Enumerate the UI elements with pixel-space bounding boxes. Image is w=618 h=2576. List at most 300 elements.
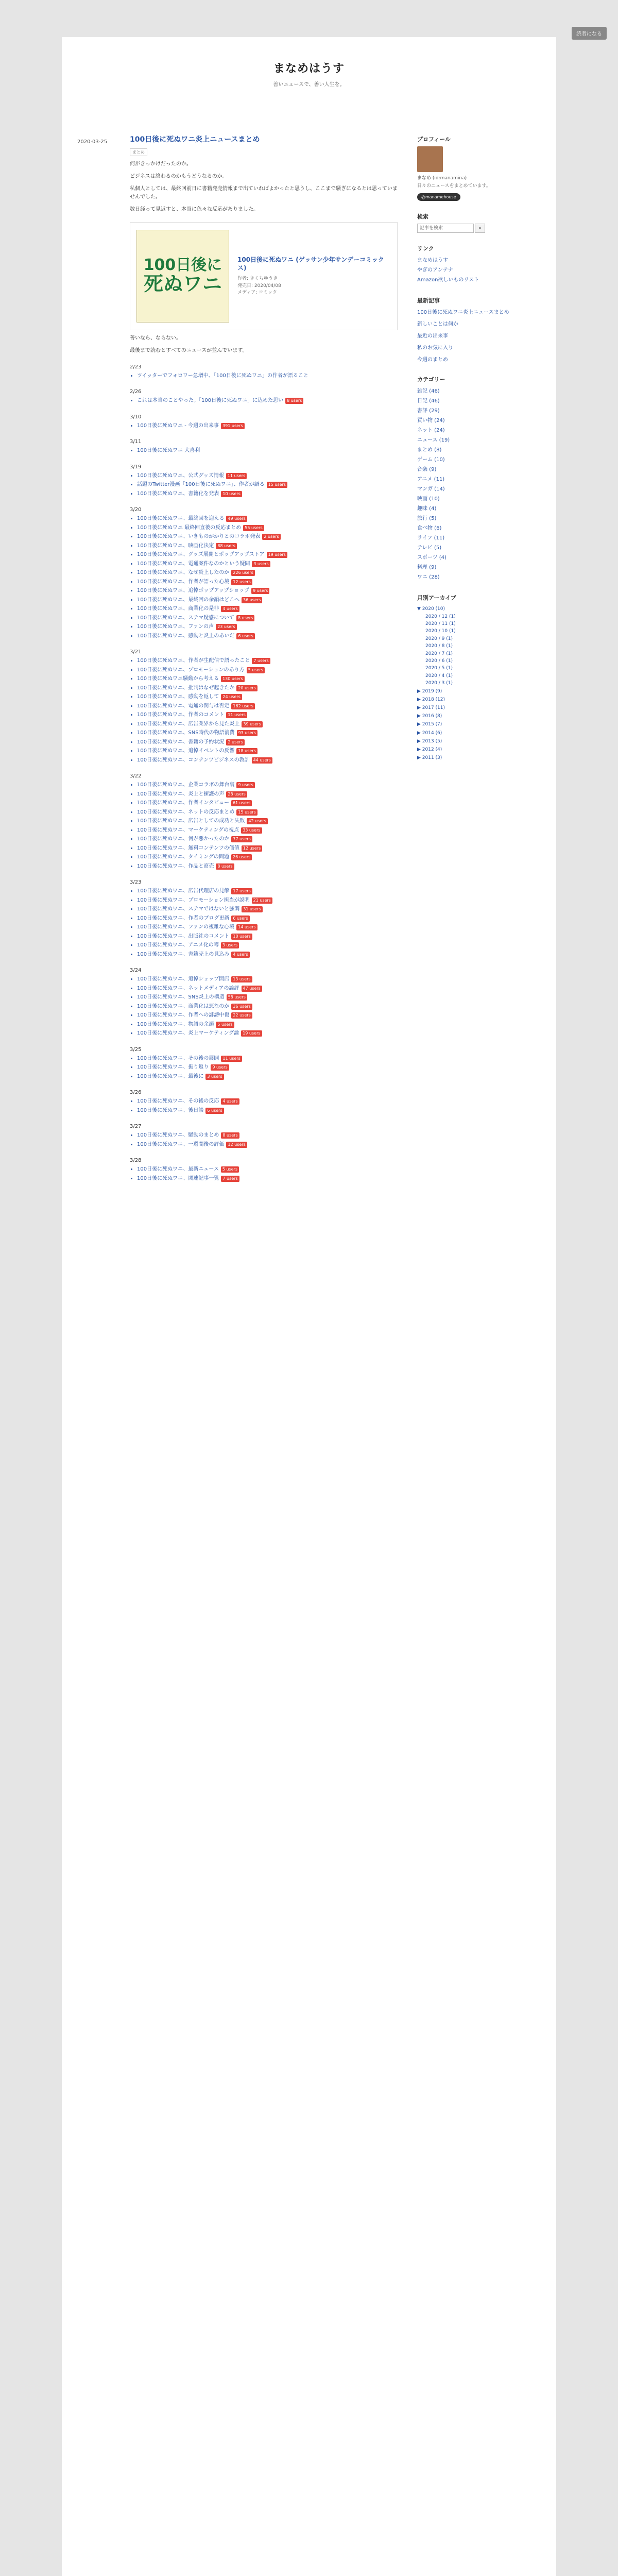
news-item[interactable] [137,738,398,747]
bookmark-count-badge[interactable]: 19 users [267,552,287,558]
bookmark-count-badge[interactable]: 226 users [231,570,254,576]
news-item[interactable] [137,587,398,595]
bookmark-count-badge[interactable]: 24 users [221,694,242,700]
bookmark-count-badge[interactable]: 39 users [242,721,262,727]
book-cover[interactable] [136,230,229,323]
blog-title[interactable]: まなめはうす [273,62,345,75]
archive-year-link[interactable]: ▶ 2011 (3) [417,755,442,761]
links-list [417,256,536,285]
bookmark-count-badge[interactable]: 77 users [231,836,252,842]
bookmark-count-badge[interactable]: 8 users [216,863,234,870]
news-item[interactable] [137,835,398,843]
news-item[interactable] [137,923,398,931]
news-item[interactable] [137,578,398,586]
bookmark-count-badge[interactable]: 31 users [242,906,262,912]
news-item[interactable] [137,702,398,710]
category-link[interactable]: 買い物 (24) [417,417,445,423]
day-heading: 3/22 [130,773,142,779]
news-item[interactable] [137,808,398,817]
news-item[interactable] [137,515,398,523]
news-link[interactable]: 100日後に死ぬワニ、商業化の是非 [137,606,219,612]
bookmark-count-badge[interactable]: 10 users [221,491,242,497]
news-link[interactable]: 100日後に死ぬワニ、感動を返して [137,694,219,700]
bookmark-count-badge[interactable]: 20 users [236,685,257,691]
news-link[interactable]: 100日後に死ぬワニ、振り返り [137,1064,209,1071]
archive-year-link[interactable]: ▶ 2019 (9) [417,688,442,694]
news-link[interactable]: 100日後に死ぬワニ、作者が語った心境 [137,579,230,585]
archive-year-link[interactable]: ▼ 2020 (10) [417,606,445,612]
bookmark-count-badge[interactable]: 5 users [247,667,265,673]
bookmark-count-badge[interactable]: 8 users [236,615,254,621]
bookmark-count-badge[interactable]: 22 users [231,1012,252,1019]
news-item[interactable] [137,853,398,861]
archive-year-link[interactable]: ▶ 2016 (8) [417,714,442,719]
bookmark-count-badge[interactable]: 5 users [216,1022,234,1028]
news-link[interactable]: 100日後に死ぬワニ、書籍売上の見込み [137,951,230,957]
news-item[interactable] [137,817,398,825]
news-list [130,657,398,764]
news-item[interactable] [137,826,398,835]
bookmark-count-badge[interactable]: 6 users [231,916,249,922]
bookmark-count-badge[interactable]: 6 users [205,1108,224,1114]
recent-entry-link[interactable]: 100日後に死ぬワニ炎上ニュースまとめ [417,309,509,315]
news-link[interactable]: 100日後に死ぬワニ - 今週の出来事 [137,422,219,429]
news-item[interactable] [137,1003,398,1011]
news-link[interactable]: 100日後に死ぬワニ、炎上マーケティング論 [137,1030,239,1037]
category-link[interactable]: ネット (24) [417,427,445,433]
bookmark-count-badge[interactable]: 7 users [221,1176,239,1182]
bookmark-count-badge[interactable]: 13 users [231,976,252,982]
news-link[interactable]: 100日後に死ぬワニ、追悼ショップ開店 [137,976,230,982]
news-link[interactable]: 100日後に死ぬワニ、SNS時代の物語消費 [137,730,235,736]
profile-heading: プロフィール [417,136,451,143]
news-link[interactable]: 100日後に死ぬワニ、書籍化を発表 [137,490,219,497]
news-item[interactable] [137,1063,398,1072]
category-link[interactable]: ワニ (28) [417,574,440,580]
search-button[interactable] [475,224,485,233]
news-item[interactable] [137,560,398,568]
bookmark-count-badge[interactable]: 26 users [231,854,252,860]
news-item[interactable] [137,790,398,799]
archive-month-link[interactable]: 2020 / 9 (1) [425,636,453,641]
news-link[interactable]: 100日後に死ぬワニ、タイミングの問題 [137,854,229,860]
category-link[interactable]: まとめ (8) [417,447,442,453]
news-item[interactable] [137,533,398,541]
news-link[interactable]: 100日後に死ぬワニ、作品と商売 [137,863,214,869]
day-heading: 3/25 [130,1046,142,1053]
news-days [130,364,398,1183]
news-list [130,1055,398,1081]
bookmark-count-badge[interactable]: 8 users [285,398,303,404]
news-list [130,515,398,640]
archive-year-link[interactable]: ▶ 2013 (5) [417,738,442,744]
bookmark-count-badge[interactable]: 28 users [226,791,247,798]
category-link[interactable]: ゲーム (10) [417,456,445,463]
news-link[interactable]: 100日後に死ぬワニ、ステマではないと強調 [137,906,240,912]
news-item[interactable] [137,596,398,604]
news-link[interactable]: 100日後に死ぬワニ、作者のブログ更新 [137,915,230,921]
news-item[interactable] [137,781,398,789]
bookmark-count-badge[interactable]: 18 users [236,748,257,754]
archive-year-link[interactable]: ▶ 2012 (4) [417,747,442,752]
news-item[interactable] [137,614,398,622]
archive-year-link[interactable]: ▶ 2015 (7) [417,722,442,727]
news-link[interactable]: 100日後に死ぬワニ 最終回直後の反応まとめ [137,524,242,531]
news-item[interactable] [137,1029,398,1038]
news-item[interactable] [137,490,398,498]
bookmark-count-badge[interactable]: 12 users [231,579,252,585]
news-link[interactable]: 100日後に死ぬワニ、プロモーションのあり方 [137,667,245,673]
bookmark-count-badge[interactable]: 4 users [221,606,239,612]
intro-paragraph: 私個人としては、最終回前日に書籍発売情報まで出ていればよかったと思うし、ここまで騒ぎになるとは思っていませんでした。 [130,185,398,200]
bookmark-count-badge[interactable]: 3 users [205,1074,224,1080]
category-link[interactable]: スポーツ (4) [417,554,447,561]
bookmark-count-badge[interactable]: 19 users [241,1030,262,1037]
bookmark-count-badge[interactable]: 15 users [267,482,287,488]
day-heading: 3/23 [130,879,142,886]
news-link[interactable]: 100日後に死ぬワニ、作者への誹謗中傷 [137,1012,230,1019]
news-link[interactable]: 100日後に死ぬワニ、物語の余韻 [137,1021,214,1027]
bookmark-count-badge[interactable]: 9 users [251,588,269,594]
news-item[interactable] [137,975,398,984]
bookmark-count-badge[interactable]: 8 users [221,1132,239,1139]
news-item[interactable] [137,1107,398,1115]
category-link[interactable]: 雑記 (46) [417,388,440,394]
day-heading: 2/26 [130,389,142,395]
profile [417,146,536,172]
news-item[interactable] [137,632,398,640]
news-item[interactable] [137,666,398,674]
bookmark-count-badge[interactable]: 61 users [231,800,252,806]
profile-name[interactable]: まなめ (id:manamina) [417,176,467,181]
news-item[interactable] [137,693,398,701]
bookmark-count-badge[interactable]: 17 users [231,888,252,894]
sidebar-link[interactable]: まなめはうす [417,257,448,263]
bookmark-count-badge[interactable]: 3 users [252,561,270,567]
archive-year-link[interactable]: ▶ 2014 (6) [417,730,442,736]
news-link[interactable]: 100日後に死ぬワニ、関連記事一覧 [137,1175,219,1181]
news-item[interactable] [137,799,398,807]
bookmark-count-badge[interactable]: 44 users [252,757,272,764]
news-link[interactable]: 100日後に死ぬワニ、炎上と擁護の声 [137,791,225,797]
news-item[interactable] [137,941,398,950]
news-list [130,975,398,1038]
closing-paragraph: 最後まで読むとすべてのニュースが並んでいます。 [130,347,248,353]
news-item[interactable] [137,551,398,559]
archive-month-link[interactable]: 2020 / 3 (1) [425,681,453,686]
archive-month-link[interactable]: 2020 / 8 (1) [425,643,453,649]
news-list [130,887,398,958]
category-link[interactable]: ライフ (11) [417,535,445,541]
news-link[interactable]: 100日後に死ぬワニ、いきものがかりとのコラボ発表 [137,534,261,540]
sidebar-link[interactable]: やぎのアンテナ [417,267,453,273]
news-link[interactable]: 100日後に死ぬワニ、広告業界から見た炎上 [137,721,240,727]
archive-heading: 月別アーカイブ [417,594,456,601]
news-link[interactable]: 100日後に死ぬワニ、ステマ疑惑について [137,615,234,621]
category-link[interactable]: 映画 (10) [417,496,440,502]
news-link[interactable]: 100日後に死ぬワニ、作者インタビュー [137,800,229,806]
day-heading: 3/27 [130,1124,142,1130]
category-link[interactable]: 趣味 (4) [417,505,437,512]
news-link[interactable]: 100日後に死ぬワニ、その後の反応 [137,1098,219,1105]
news-link[interactable]: 100日後に死ぬワニ、出版社のコメント [137,933,230,939]
bookmark-count-badge[interactable]: 11 users [226,712,247,718]
news-item[interactable] [137,422,398,430]
bookmark-count-badge[interactable]: 10 users [231,934,252,940]
day-heading: 3/21 [130,649,142,655]
news-item[interactable] [137,905,398,913]
recent-entry-link[interactable]: 最近の出来事 [417,333,448,339]
news-link[interactable]: 100日後に死ぬワニ、無料コンテンツの価値 [137,845,239,851]
news-item[interactable] [137,747,398,755]
news-list [130,447,398,455]
bookmark-count-badge[interactable]: 47 users [242,986,262,992]
news-link[interactable]: 100日後に死ぬワニ騒動から考える [137,676,219,682]
news-link[interactable]: 100日後に死ぬワニ、最後に [137,1073,204,1079]
category-link[interactable]: 日記 (46) [417,398,440,404]
bookmark-count-badge[interactable]: 4 users [231,952,249,958]
archive-month-link[interactable]: 2020 / 10 (1) [425,629,456,634]
news-link[interactable]: 100日後に死ぬワニ、ネットメディアの論評 [137,985,239,991]
day-heading: 3/10 [130,414,142,420]
news-link[interactable]: 100日後に死ぬワニ、SNS炎上の構造 [137,994,225,1001]
bookmark-count-badge[interactable]: 130 users [221,676,244,682]
bookmark-count-badge[interactable]: 36 users [231,1004,252,1010]
news-link[interactable]: 100日後に死ぬワニ 大喜利 [137,448,200,454]
bookmark-count-badge[interactable]: 12 users [226,1142,247,1148]
bookmark-count-badge[interactable]: 11 users [226,473,247,479]
news-item[interactable] [137,914,398,923]
entry-closing [130,334,398,355]
category-link[interactable]: アニメ (11) [417,476,445,482]
blog-description: 善いニュースで、善い人生を。 [273,82,345,88]
archive-month-link[interactable]: 2020 / 7 (1) [425,651,453,656]
archive-year-link[interactable]: ▶ 2018 (12) [417,697,445,702]
news-link[interactable]: 100日後に死ぬワニ、書籍の予約状況 [137,739,225,745]
news-link[interactable]: これは本当のことやった。「100日後に死ぬワニ」に込めた思い [137,398,284,404]
news-link[interactable]: 100日後に死ぬワニ、その後の展開 [137,1055,219,1061]
bookmark-count-badge[interactable]: 49 users [226,516,247,522]
bookmark-count-badge[interactable]: 11 users [221,1056,242,1062]
day-heading: 3/28 [130,1158,142,1164]
news-item[interactable] [137,711,398,719]
recent-entry-link[interactable]: 今週のまとめ [417,357,448,363]
day-heading: 3/20 [130,507,142,513]
news-item[interactable] [137,1021,398,1029]
news-link[interactable]: 100日後に死ぬワニ、電通の関与は否定 [137,703,230,709]
bookmark-count-badge[interactable]: 15 users [236,809,257,816]
news-item[interactable] [137,862,398,871]
news-item[interactable] [137,372,398,380]
news-link[interactable]: 100日後に死ぬワニ、コンテンツビジネスの教訓 [137,757,250,763]
news-link[interactable]: 100日後に死ぬワニ、最終回の余韻はどこへ [137,597,239,603]
news-item[interactable] [137,524,398,532]
news-item[interactable] [137,1011,398,1020]
news-link[interactable]: 100日後に死ぬワニ、作者が生配信で語ったこと [137,658,250,664]
bookmark-count-badge[interactable]: 14 users [236,924,257,930]
news-item[interactable] [137,933,398,941]
bookmark-count-badge[interactable]: 42 users [247,818,267,824]
category-link[interactable]: テレビ (5) [417,545,442,551]
category-link[interactable]: 旅行 (5) [417,515,437,521]
profile-text: 日々のニュースをまとめています。 [417,183,491,189]
book-card[interactable] [130,222,398,330]
news-item[interactable] [137,993,398,1002]
news-item[interactable] [137,675,398,683]
entry-intro [130,160,398,214]
bookmark-count-badge[interactable]: 2 users [226,739,244,745]
bookmark-count-badge[interactable]: 55 users [243,525,264,531]
search-box [417,224,536,233]
news-item[interactable] [137,684,398,692]
search-input[interactable] [417,224,474,233]
news-item[interactable] [137,896,398,905]
bookmark-count-badge[interactable]: 93 users [237,730,258,736]
news-item[interactable] [137,1055,398,1063]
news-item[interactable] [137,397,398,405]
news-link[interactable]: 100日後に死ぬワニ、電通案件なのかという疑問 [137,561,250,567]
archive-month-link[interactable]: 2020 / 5 (1) [425,666,453,671]
recent-entry-link[interactable]: 私のお気に入り [417,345,453,351]
bookmark-count-badge[interactable]: 4 users [221,1098,239,1105]
news-link[interactable]: 100日後に死ぬワニ、騒動のまとめ [137,1132,219,1139]
news-link[interactable]: 100日後に死ぬワニ、批判はなぜ起きたか [137,685,235,691]
subscribe-button[interactable]: 読者になる [572,27,607,40]
news-link[interactable]: 100日後に死ぬワニ、映画化決定 [137,543,214,549]
bookmark-count-badge[interactable]: 7 users [252,658,270,664]
news-item[interactable] [137,1073,398,1081]
news-item[interactable] [137,887,398,895]
book-cover-line2: 死ぬワニ [143,273,222,296]
news-item[interactable] [137,1175,398,1183]
news-item[interactable] [137,481,398,489]
news-link[interactable]: 100日後に死ぬワニ、ネットの反応まとめ [137,809,235,815]
category-link[interactable]: 料理 (9) [417,564,437,570]
news-link[interactable]: 100日後に死ぬワニ、後日談 [137,1107,204,1113]
day-heading: 3/19 [130,464,142,470]
bookmark-count-badge[interactable]: 9 users [211,1064,229,1071]
bookmark-count-badge[interactable]: 9 users [236,782,254,788]
news-item[interactable] [137,472,398,480]
news-link[interactable]: 100日後に死ぬワニ、プロモーション担当が説明 [137,897,250,903]
category-link[interactable]: 書評 (29) [417,408,440,414]
news-item[interactable] [137,729,398,737]
news-link[interactable]: 100日後に死ぬワニ、マーケティングの視点 [137,827,239,833]
news-link[interactable]: 100日後に死ぬワニ、グッズ展開とポップアップストア [137,552,265,558]
news-item[interactable] [137,605,398,613]
bookmark-count-badge[interactable]: 162 users [231,703,254,709]
news-link[interactable]: ツイッターでフォロワー急増中、「100日後に死ぬワニ」の作者が語ること [137,372,308,379]
news-link[interactable]: 100日後に死ぬワニ、何が悪かったのか [137,836,230,842]
news-list [130,472,398,498]
news-item[interactable] [137,985,398,993]
bookmark-count-badge[interactable]: 391 users [221,423,244,429]
topbar [572,27,607,40]
search-heading: 検索 [417,213,428,220]
bookmark-count-badge[interactable]: 12 users [242,845,262,852]
category-link[interactable]: 食べ物 (6) [417,525,442,531]
news-list [130,422,398,430]
news-link[interactable]: 100日後に死ぬワニ、最終回を迎える [137,516,225,522]
news-item[interactable] [137,1097,398,1106]
news-link[interactable]: 100日後に死ぬワニ、商業化は悪なのか [137,1003,230,1009]
news-link[interactable]: 100日後に死ぬワニ、企業コラボの舞台裏 [137,782,235,788]
news-item[interactable] [137,623,398,631]
news-item[interactable] [137,447,398,455]
news-link[interactable]: 100日後に死ぬワニ、なぜ炎上したのか [137,570,230,576]
bookmark-count-badge[interactable]: 3 users [221,942,239,948]
news-item[interactable] [137,951,398,959]
news-link[interactable]: 話題のTwitter漫画「100日後に死ぬワニ」、作者が語る [137,482,265,488]
bookmark-count-badge[interactable]: 6 users [236,633,254,639]
news-link[interactable]: 100日後に死ぬワニ、一週間後の評価 [137,1141,225,1147]
archive-month-link[interactable]: 2020 / 4 (1) [425,673,453,679]
news-link[interactable]: 100日後に死ぬワニ、感動と炎上のあいだ [137,633,235,639]
news-link[interactable]: 100日後に死ぬワニ、アニメ化の噂 [137,942,219,948]
recent-list [417,309,536,364]
day-heading: 3/11 [130,439,142,445]
news-link[interactable]: 100日後に死ぬワニ、追悼イベントの反響 [137,748,235,754]
news-link[interactable]: 100日後に死ぬワニ、広告としての成功と失敗 [137,818,245,824]
entry-date[interactable]: 2020-03-25 [77,139,108,145]
bookmark-count-badge[interactable]: 33 users [241,827,262,834]
bookmark-count-badge[interactable]: 2 users [262,534,280,540]
news-link[interactable]: 100日後に死ぬワニ、ファンの声 [137,624,214,630]
news-item[interactable] [137,756,398,765]
news-link[interactable]: 100日後に死ぬワニ、広告代理店の見解 [137,888,230,894]
category-link[interactable]: 音楽 (9) [417,466,437,472]
category-link[interactable]: ニュース (19) [417,437,450,443]
news-item[interactable] [137,1165,398,1174]
archive-year-link[interactable]: ▶ 2017 (11) [417,705,445,710]
archive-month-link[interactable]: 2020 / 11 (1) [425,621,456,627]
news-item[interactable] [137,569,398,577]
news-link[interactable]: 100日後に死ぬワニ、ファンの複雑な心境 [137,924,235,930]
news-item[interactable] [137,1141,398,1149]
book-title[interactable]: 100日後に死ぬワニ (ゲッサン少年サンデーコミックス) [237,256,384,272]
news-link[interactable]: 100日後に死ぬワニ、追悼ポップアップショップ [137,588,250,594]
news-item[interactable] [137,542,398,550]
archive-month-link[interactable]: 2020 / 6 (1) [425,658,453,664]
news-item[interactable] [137,657,398,665]
news-item[interactable] [137,844,398,853]
bookmark-count-badge[interactable]: 21 users [252,897,272,904]
news-link[interactable]: 100日後に死ぬワニ、作者のコメント [137,712,225,718]
bookmark-count-badge[interactable]: 88 users [216,543,236,549]
news-item[interactable] [137,720,398,728]
category-link[interactable]: マンガ (14) [417,486,445,492]
recent-entry-link[interactable]: 新しいことは何か [417,321,458,327]
bookmark-count-badge[interactable]: 58 users [227,994,247,1001]
news-link[interactable]: 100日後に死ぬワニ、公式グッズ情報 [137,472,224,479]
category-tag[interactable]: まとめ [130,148,147,156]
bookmark-count-badge[interactable]: 36 users [242,597,262,603]
bookmark-count-badge[interactable]: 23 users [216,624,236,630]
sidebar-link[interactable]: Amazon欲しいものリスト [417,277,479,283]
closing-paragraph: 善いなら、ならない。 [130,335,181,341]
category-heading: カテゴリー [417,376,445,383]
archive-list [417,605,536,762]
entry-title[interactable]: 100日後に死ぬワニ炎上ニュースまとめ [130,135,260,144]
twitter-follow-button[interactable]: @manamehouse [417,193,460,201]
day-heading: 2/23 [130,364,142,370]
avatar[interactable] [417,146,443,172]
bookmark-count-badge[interactable]: 5 users [221,1166,239,1173]
news-item[interactable] [137,1131,398,1140]
news-link[interactable]: 100日後に死ぬワニ、最新ニュース [137,1166,219,1173]
news-list [130,372,398,380]
archive-month-link[interactable]: 2020 / 12 (1) [425,614,456,619]
